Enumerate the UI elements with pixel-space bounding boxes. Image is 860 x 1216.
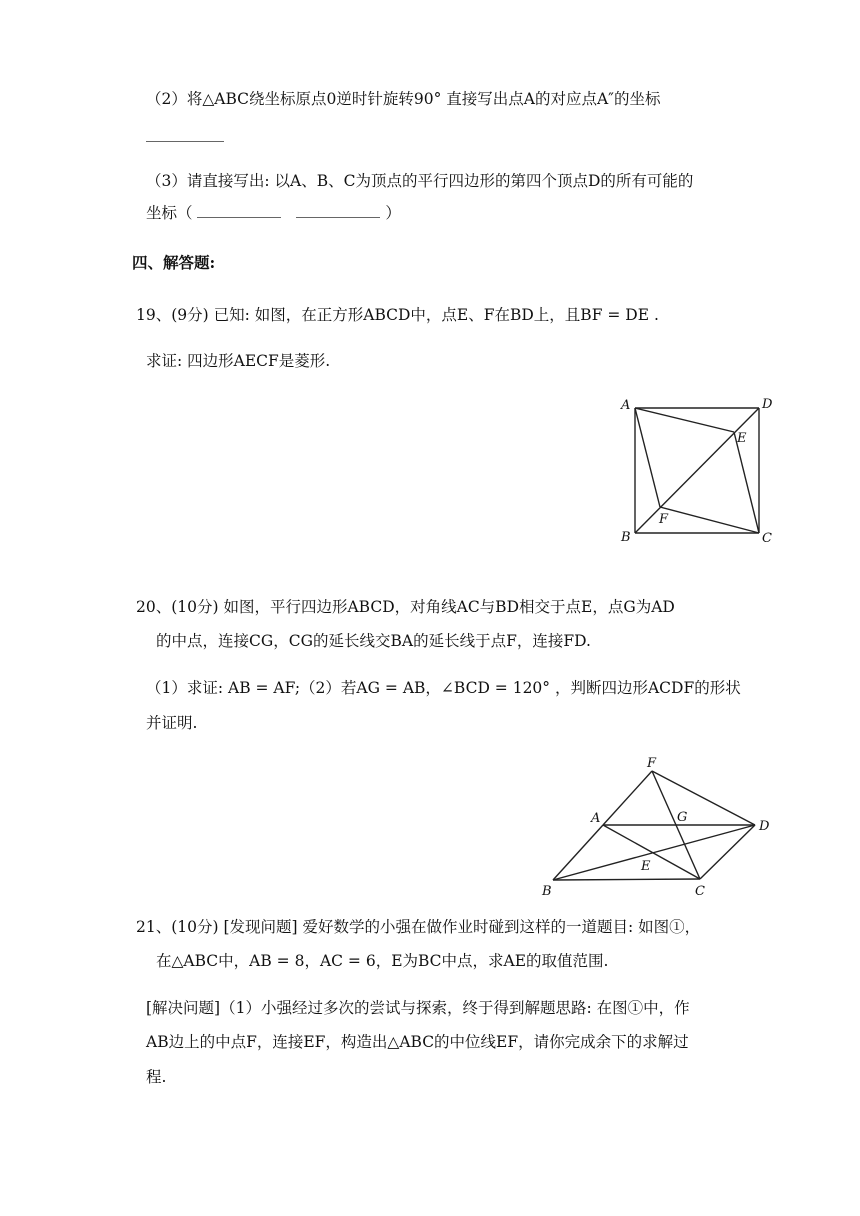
fig19-label-f: F — [659, 512, 669, 527]
fig20-label-g: G — [677, 810, 688, 825]
question-21-line-5: 程. — [146, 1068, 167, 1086]
fig19-label-b: B — [621, 530, 631, 545]
fig19-label-c: C — [762, 531, 772, 546]
fig20-label-a: A — [591, 811, 601, 826]
question-21-line-2: 在△ABC中，AB = 8，AC = 6，E为BC中点，求AE的取值范围. — [156, 952, 609, 970]
question-21: 21、(10分) [发现问题] 爱好数学的小强在做作业时碰到这样的一道题目: 如图①， — [136, 918, 701, 936]
fig20-label-e: E — [641, 859, 651, 874]
question-21-solve: [解决问题]（1）小强经过多次的尝试与探索，终于得到解题思路: 在图①中，作 — [146, 999, 690, 1017]
question-20: 20、(10分) 如图，平行四边形ABCD，对角线AC与BD相交于点E，点G为AD — [136, 598, 675, 616]
figure-19-square — [612, 390, 782, 552]
coord-close-text: ） — [385, 204, 401, 222]
answer-blank-d1[interactable] — [197, 203, 281, 218]
answer-blank-a-double-prime[interactable] — [146, 126, 224, 148]
section-heading: 四、解答题: — [132, 253, 216, 272]
fig20-label-d: D — [759, 819, 770, 834]
fig20-label-c: C — [695, 884, 705, 899]
fig19-label-d: D — [762, 397, 773, 412]
fig19-label-a: A — [621, 398, 631, 413]
fig20-label-b: B — [542, 884, 552, 899]
question-18-part-3-answer — [146, 202, 401, 224]
question-20-line-2: 的中点，连接CG，CG的延长线交BA的延长线于点F，连接FD. — [156, 632, 591, 650]
question-21-line-4: AB边上的中点F，连接EF，构造出△ABC的中位线EF，请你完成余下的求解过 — [146, 1033, 689, 1051]
question-19-prove: 求证: 四边形AECF是菱形. — [146, 352, 331, 370]
answer-blank-d2[interactable] — [296, 203, 380, 218]
question-18-part-2: （2）将△ABC绕坐标原点0逆时针旋转90° 直接写出点A的对应点A″的坐标 — [146, 90, 661, 108]
figure-20-parallelogram — [535, 752, 780, 900]
question-19: 19、(9分) 已知: 如图，在正方形ABCD中，点E、F在BD上，且BF = DE . — [136, 306, 659, 324]
coord-open-text: 坐标（ — [146, 204, 193, 222]
question-18-part-3: （3）请直接写出: 以A、B、C为顶点的平行四边形的第四个顶点D的所有可能的 — [146, 172, 694, 190]
fig20-label-f: F — [647, 756, 657, 771]
fig19-label-e: E — [737, 431, 747, 446]
question-20-line-4: 并证明. — [146, 714, 198, 732]
question-20-parts: （1）求证: AB = AF;（2）若AG = AB，∠BCD = 120° ，判断四边形ACDF的形状 — [146, 679, 741, 697]
